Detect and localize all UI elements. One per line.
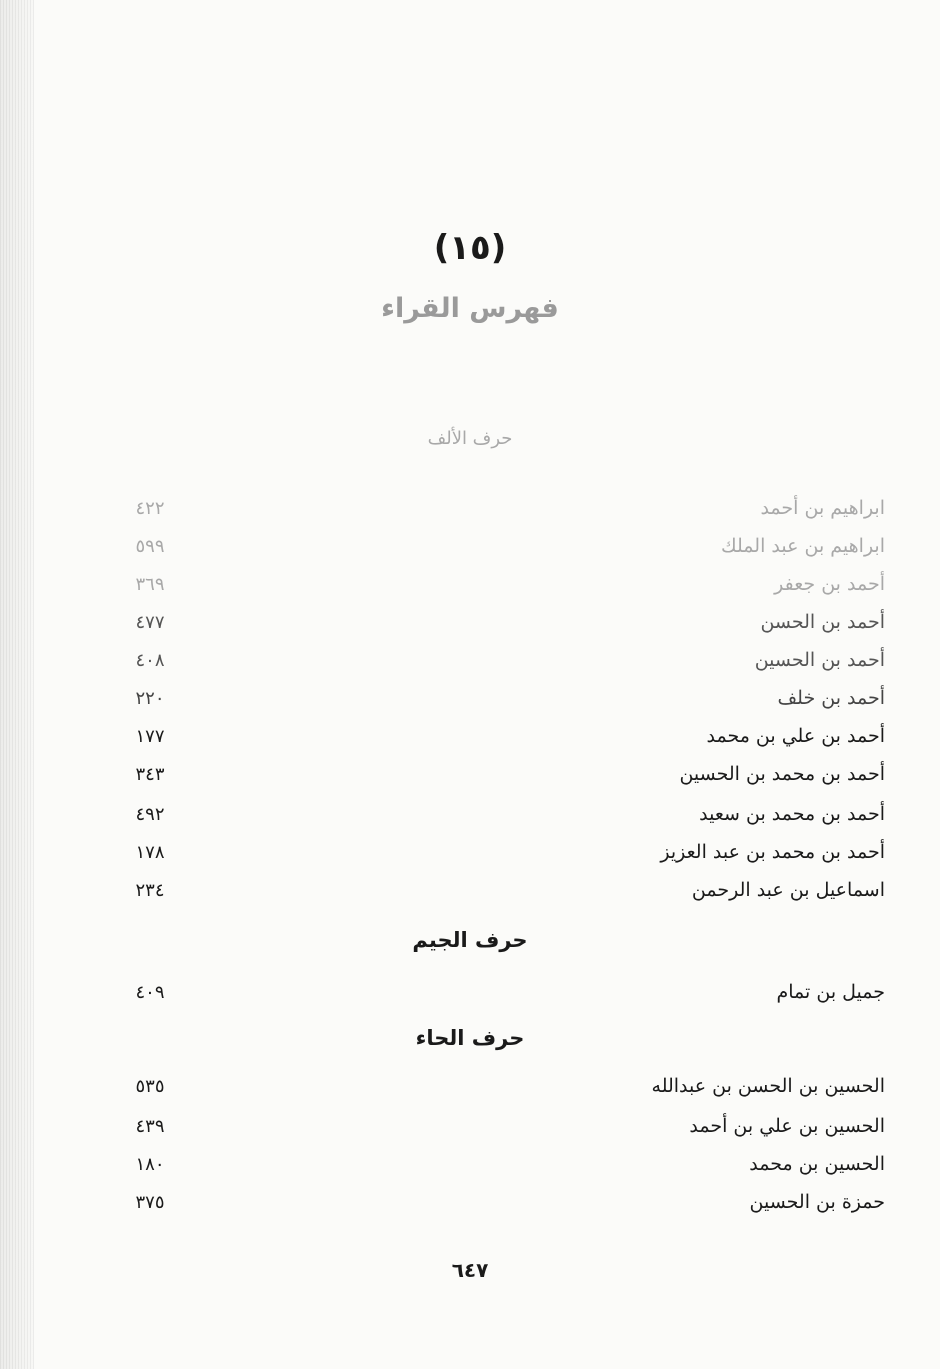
entry-name: الحسين بن علي بن أحمد <box>689 1115 885 1137</box>
entry-name: أحمد بن جعفر <box>774 573 885 595</box>
index-entry <box>120 796 885 832</box>
entry-page: ١٧٨ <box>135 841 165 863</box>
entry-name: الحسين بن الحسن بن عبدالله <box>651 1075 885 1097</box>
entry-page: ٢٣٤ <box>135 879 165 901</box>
entry-page: ٢٢٠ <box>135 687 165 709</box>
entry-name: أحمد بن محمد بن الحسين <box>679 763 885 785</box>
entry-page: ٤٣٩ <box>135 1115 165 1137</box>
entry-name: ابراهيم بن عبد الملك <box>721 535 885 557</box>
entry-page: ٣٤٣ <box>135 763 165 785</box>
entry-name: اسماعيل بن عبد الرحمن <box>691 879 885 901</box>
index-entry <box>120 1146 885 1182</box>
entry-name: أحمد بن محمد بن سعيد <box>699 803 885 825</box>
index-entry <box>120 872 885 908</box>
entry-name: أحمد بن الحسن <box>760 611 885 633</box>
index-entry <box>120 756 885 792</box>
index-entry <box>120 490 885 526</box>
index-entry <box>120 680 885 716</box>
index-entry <box>120 642 885 678</box>
page-title: (١٥) <box>433 228 507 268</box>
entry-name: أحمد بن الحسين <box>754 649 885 671</box>
entry-page: ١٨٠ <box>135 1153 165 1175</box>
entry-page: ٤٧٧ <box>135 611 165 633</box>
index-entry <box>120 1068 885 1104</box>
page-number: ٦٤٧ <box>451 1258 489 1282</box>
entry-page: ٣٦٩ <box>135 573 165 595</box>
entry-name: حمزة بن الحسين <box>749 1191 885 1213</box>
index-entry <box>120 718 885 754</box>
entry-name: أحمد بن خلف <box>777 687 885 709</box>
section-heading-alif: حرف الألف <box>427 428 513 449</box>
entry-page: ٤٢٢ <box>135 497 165 519</box>
index-entry <box>120 834 885 870</box>
index-entry <box>120 528 885 564</box>
entry-name: الحسين بن محمد <box>749 1153 885 1175</box>
section-heading-ha: حرف الحاء <box>415 1026 525 1050</box>
entry-name: ابراهيم بن أحمد <box>760 497 885 519</box>
index-entry <box>120 604 885 640</box>
entry-page: ٤٠٨ <box>135 649 165 671</box>
entry-name: أحمد بن علي بن محمد <box>706 725 885 747</box>
scan-edge <box>0 0 34 1369</box>
entry-name: جميل بن تمام <box>776 981 885 1003</box>
entry-page: ٣٧٥ <box>135 1191 165 1213</box>
entry-name: أحمد بن محمد بن عبد العزيز <box>660 841 885 863</box>
entry-page: ٤٠٩ <box>135 981 165 1003</box>
page-subtitle: فهرس القراء <box>381 293 559 324</box>
index-entry <box>120 1184 885 1220</box>
section-heading-jim: حرف الجيم <box>412 928 528 952</box>
entry-page: ٤٩٢ <box>135 803 165 825</box>
index-entry <box>120 974 885 1010</box>
entry-page: ١٧٧ <box>135 725 165 747</box>
index-entry <box>120 1108 885 1144</box>
entry-page: ٥٣٥ <box>135 1075 165 1097</box>
index-entry <box>120 566 885 602</box>
entry-page: ٥٩٩ <box>135 535 165 557</box>
